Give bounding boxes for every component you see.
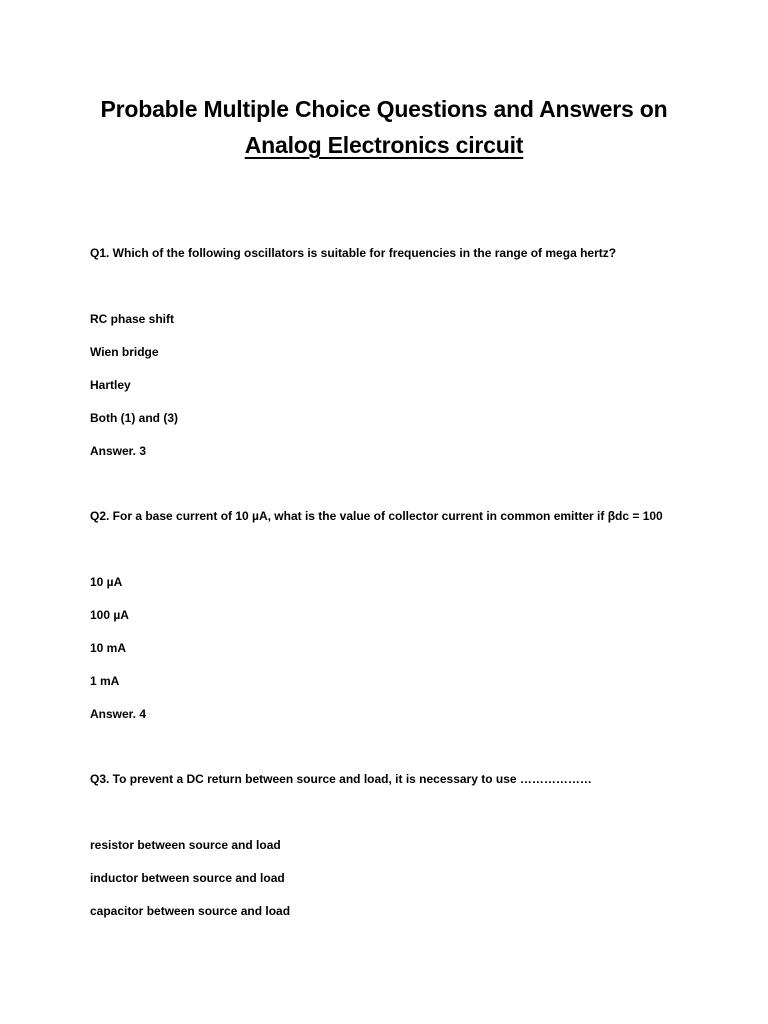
question-3-option-1: resistor between source and load	[90, 838, 281, 852]
question-2-option-1: 10 µA	[90, 575, 123, 589]
question-1-option-4: Both (1) and (3)	[90, 411, 178, 425]
document-title-line-1: Probable Multiple Choice Questions and Answers on	[100, 96, 668, 122]
question-3-text: Q3. To prevent a DC return between source and load, it is necessary to use ………………	[90, 772, 592, 786]
question-2-text: Q2. For a base current of 10 µA, what is the value of collector current in common emitter if βdc = 100	[90, 509, 663, 523]
question-1-text: Q1. Which of the following oscillators is suitable for frequencies in the range of mega hertz?	[90, 246, 617, 260]
question-2-option-4: 1 mA	[90, 674, 120, 688]
question-3-option-3: capacitor between source and load	[90, 904, 291, 918]
question-1-answer: Answer. 3	[90, 444, 147, 458]
question-1-option-3: Hartley	[90, 378, 131, 392]
question-2-option-3: 10 mA	[90, 641, 127, 655]
document-title-line-2	[0, 130, 768, 160]
question-3-option-2: inductor between source and load	[90, 871, 285, 885]
question-1-option-1: RC phase shift	[90, 312, 175, 326]
document-title-subject: Analog Electronics circuit	[244, 132, 524, 158]
question-1-option-2: Wien bridge	[90, 345, 159, 359]
question-2-option-2: 100 µA	[90, 608, 129, 622]
question-2-answer: Answer. 4	[90, 707, 147, 721]
